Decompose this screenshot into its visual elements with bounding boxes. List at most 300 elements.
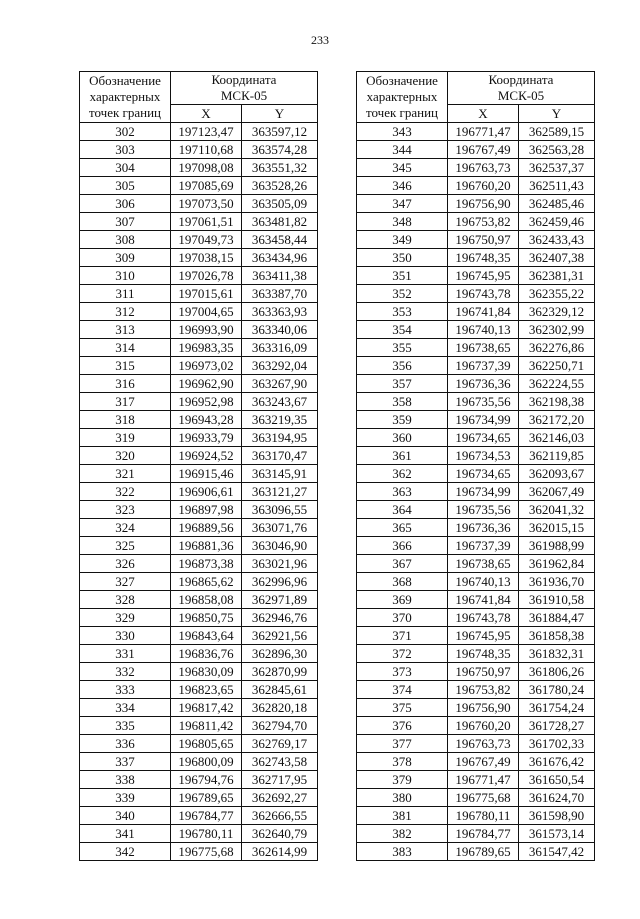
y-coordinate-cell: 363170,47	[242, 447, 318, 465]
y-coordinate-cell: 363551,32	[242, 159, 318, 177]
table-row	[357, 483, 595, 501]
y-coordinate-cell: 361936,70	[519, 573, 595, 591]
x-coordinate-cell: 196737,39	[448, 537, 519, 555]
point-number-cell: 366	[357, 537, 448, 555]
x-coordinate-cell: 196850,75	[171, 609, 242, 627]
point-number-cell: 355	[357, 339, 448, 357]
point-number-cell: 342	[80, 843, 171, 861]
table-row	[357, 465, 595, 483]
point-number-cell: 321	[80, 465, 171, 483]
y-coordinate-cell: 363316,09	[242, 339, 318, 357]
header-label-line: Обозначение	[89, 73, 161, 88]
y-coordinate-cell: 363145,91	[242, 465, 318, 483]
coordinate-header-line: Координата	[211, 72, 277, 87]
x-coordinate-cell: 196760,20	[448, 717, 519, 735]
x-coordinate-cell: 196734,65	[448, 465, 519, 483]
point-number-cell: 371	[357, 627, 448, 645]
table-row	[357, 393, 595, 411]
x-coordinate-cell: 196748,35	[448, 249, 519, 267]
point-number-cell: 379	[357, 771, 448, 789]
x-coordinate-cell: 196823,65	[171, 681, 242, 699]
table-row	[357, 501, 595, 519]
point-number-cell: 383	[357, 843, 448, 861]
table-row	[357, 807, 595, 825]
x-coordinate-cell: 196735,56	[448, 501, 519, 519]
point-number-cell: 305	[80, 177, 171, 195]
point-number-cell: 338	[80, 771, 171, 789]
y-coordinate-cell: 363071,76	[242, 519, 318, 537]
y-coordinate-cell: 361858,38	[519, 627, 595, 645]
x-coordinate-cell: 196924,52	[171, 447, 242, 465]
y-coordinate-cell: 362329,12	[519, 303, 595, 321]
table-body	[357, 123, 595, 861]
x-coordinate-cell: 196906,61	[171, 483, 242, 501]
table-row	[357, 249, 595, 267]
point-number-cell: 313	[80, 321, 171, 339]
x-coordinate-cell: 196748,35	[448, 645, 519, 663]
x-coordinate-cell: 197038,15	[171, 249, 242, 267]
y-coordinate-cell: 362589,15	[519, 123, 595, 141]
point-number-cell: 382	[357, 825, 448, 843]
table-row	[357, 771, 595, 789]
x-coordinate-cell: 196734,53	[448, 447, 519, 465]
table-row	[357, 825, 595, 843]
y-coordinate-cell: 361650,54	[519, 771, 595, 789]
x-coordinate-cell: 196983,35	[171, 339, 242, 357]
y-coordinate-cell: 362946,76	[242, 609, 318, 627]
table-row	[357, 177, 595, 195]
y-coordinate-cell: 363574,28	[242, 141, 318, 159]
table-row	[80, 177, 318, 195]
x-coordinate-cell: 196735,56	[448, 393, 519, 411]
x-coordinate-cell: 196873,38	[171, 555, 242, 573]
y-coordinate-cell: 362563,28	[519, 141, 595, 159]
x-coordinate-cell: 196734,99	[448, 483, 519, 501]
table-row	[80, 591, 318, 609]
point-number-cell: 304	[80, 159, 171, 177]
y-coordinate-cell: 362485,46	[519, 195, 595, 213]
y-coordinate-cell: 362640,79	[242, 825, 318, 843]
x-coordinate-cell: 196865,62	[171, 573, 242, 591]
y-coordinate-cell: 362971,89	[242, 591, 318, 609]
x-coordinate-cell: 196771,47	[448, 123, 519, 141]
y-coordinate-cell: 363505,09	[242, 195, 318, 213]
y-column-header: Y	[519, 105, 595, 123]
x-coordinate-cell: 196843,64	[171, 627, 242, 645]
point-number-cell: 325	[80, 537, 171, 555]
table-row	[80, 843, 318, 861]
coordinates-table-left	[79, 71, 318, 861]
point-number-cell: 380	[357, 789, 448, 807]
table-row	[357, 123, 595, 141]
y-coordinate-cell: 362146,03	[519, 429, 595, 447]
point-number-cell: 322	[80, 483, 171, 501]
x-coordinate-cell: 197049,73	[171, 231, 242, 249]
point-number-cell: 381	[357, 807, 448, 825]
point-number-cell: 359	[357, 411, 448, 429]
point-number-cell: 324	[80, 519, 171, 537]
x-coordinate-cell: 197004,65	[171, 303, 242, 321]
point-number-cell: 356	[357, 357, 448, 375]
table-row	[357, 447, 595, 465]
x-coordinate-cell: 196763,73	[448, 159, 519, 177]
coordinate-header	[448, 72, 595, 105]
header-label-line: характерных	[89, 89, 161, 104]
table-row	[80, 753, 318, 771]
y-coordinate-cell: 362845,61	[242, 681, 318, 699]
point-number-cell: 353	[357, 303, 448, 321]
table-row	[357, 141, 595, 159]
table-row	[80, 555, 318, 573]
table-row	[80, 411, 318, 429]
point-number-cell: 369	[357, 591, 448, 609]
y-coordinate-cell: 362119,85	[519, 447, 595, 465]
point-number-cell: 365	[357, 519, 448, 537]
x-coordinate-cell: 196881,36	[171, 537, 242, 555]
table-row	[80, 663, 318, 681]
table-row	[80, 789, 318, 807]
point-number-cell: 343	[357, 123, 448, 141]
point-number-cell: 345	[357, 159, 448, 177]
y-coordinate-cell: 362224,55	[519, 375, 595, 393]
point-number-cell: 374	[357, 681, 448, 699]
x-coordinate-cell: 196737,39	[448, 357, 519, 375]
y-coordinate-cell: 363363,93	[242, 303, 318, 321]
point-number-cell: 360	[357, 429, 448, 447]
coordinate-system-label: МСК-05	[497, 88, 545, 103]
x-coordinate-cell: 196743,78	[448, 285, 519, 303]
point-number-cell: 316	[80, 375, 171, 393]
table-row	[357, 285, 595, 303]
x-coordinate-cell: 197123,47	[171, 123, 242, 141]
y-coordinate-cell: 362015,15	[519, 519, 595, 537]
table-row	[80, 159, 318, 177]
x-coordinate-cell: 196780,11	[171, 825, 242, 843]
table-row	[357, 321, 595, 339]
table-row	[357, 663, 595, 681]
table-row	[357, 303, 595, 321]
table-row	[80, 249, 318, 267]
y-coordinate-cell: 363528,26	[242, 177, 318, 195]
y-coordinate-cell: 361754,24	[519, 699, 595, 717]
point-number-cell: 337	[80, 753, 171, 771]
x-coordinate-cell: 196741,84	[448, 303, 519, 321]
point-number-cell: 372	[357, 645, 448, 663]
table-row	[357, 627, 595, 645]
y-coordinate-cell: 362041,32	[519, 501, 595, 519]
point-label-header	[357, 72, 448, 123]
x-coordinate-cell: 196753,82	[448, 681, 519, 699]
y-coordinate-cell: 362355,22	[519, 285, 595, 303]
point-number-cell: 375	[357, 699, 448, 717]
x-coordinate-cell: 196836,76	[171, 645, 242, 663]
x-coordinate-cell: 196756,90	[448, 195, 519, 213]
table-row	[357, 375, 595, 393]
x-coordinate-cell: 196736,36	[448, 519, 519, 537]
point-number-cell: 306	[80, 195, 171, 213]
point-number-cell: 332	[80, 663, 171, 681]
table-row	[80, 681, 318, 699]
table-row	[80, 447, 318, 465]
x-coordinate-cell: 196753,82	[448, 213, 519, 231]
y-coordinate-cell: 361598,90	[519, 807, 595, 825]
y-coordinate-cell: 362067,49	[519, 483, 595, 501]
point-number-cell: 303	[80, 141, 171, 159]
point-number-cell: 358	[357, 393, 448, 411]
table-row	[357, 645, 595, 663]
x-coordinate-cell: 196763,73	[448, 735, 519, 753]
coordinate-system-label: МСК-05	[220, 88, 268, 103]
y-coordinate-cell: 362537,37	[519, 159, 595, 177]
x-coordinate-cell: 196775,68	[448, 789, 519, 807]
table-row	[357, 609, 595, 627]
point-number-cell: 331	[80, 645, 171, 663]
table-row	[357, 573, 595, 591]
y-coordinate-cell: 363340,06	[242, 321, 318, 339]
y-coordinate-cell: 363046,90	[242, 537, 318, 555]
point-number-cell: 334	[80, 699, 171, 717]
y-coordinate-cell: 363243,67	[242, 393, 318, 411]
y-coordinate-cell: 362198,38	[519, 393, 595, 411]
x-coordinate-cell: 196756,90	[448, 699, 519, 717]
x-coordinate-cell: 197061,51	[171, 213, 242, 231]
table-row	[357, 717, 595, 735]
header-label-line: точек границ	[365, 105, 439, 120]
table-row	[80, 213, 318, 231]
x-coordinate-cell: 196830,09	[171, 663, 242, 681]
y-coordinate-cell: 362250,71	[519, 357, 595, 375]
point-number-cell: 373	[357, 663, 448, 681]
y-coordinate-cell: 362093,67	[519, 465, 595, 483]
x-coordinate-cell: 196789,65	[171, 789, 242, 807]
point-number-cell: 318	[80, 411, 171, 429]
table-row	[80, 375, 318, 393]
y-coordinate-cell: 361676,42	[519, 753, 595, 771]
x-column-header: X	[171, 105, 242, 123]
point-number-cell: 336	[80, 735, 171, 753]
x-coordinate-cell: 196738,65	[448, 555, 519, 573]
x-coordinate-cell: 196784,77	[171, 807, 242, 825]
table-row	[357, 213, 595, 231]
point-number-cell: 311	[80, 285, 171, 303]
x-coordinate-cell: 196740,13	[448, 573, 519, 591]
y-coordinate-cell: 362820,18	[242, 699, 318, 717]
x-coordinate-cell: 196771,47	[448, 771, 519, 789]
y-coordinate-cell: 363021,96	[242, 555, 318, 573]
table-row	[357, 537, 595, 555]
point-number-cell: 309	[80, 249, 171, 267]
table-row	[357, 357, 595, 375]
point-number-cell: 317	[80, 393, 171, 411]
table-row	[80, 627, 318, 645]
table-row	[80, 195, 318, 213]
point-number-cell: 315	[80, 357, 171, 375]
point-number-cell: 308	[80, 231, 171, 249]
y-coordinate-cell: 361832,31	[519, 645, 595, 663]
x-coordinate-cell: 197110,68	[171, 141, 242, 159]
y-coordinate-cell: 361547,42	[519, 843, 595, 861]
table-row	[80, 699, 318, 717]
point-number-cell: 364	[357, 501, 448, 519]
y-coordinate-cell: 362302,99	[519, 321, 595, 339]
y-coordinate-cell: 361884,47	[519, 609, 595, 627]
point-number-cell: 368	[357, 573, 448, 591]
point-number-cell: 362	[357, 465, 448, 483]
x-coordinate-cell: 196915,46	[171, 465, 242, 483]
table-row	[80, 537, 318, 555]
y-coordinate-cell: 361624,70	[519, 789, 595, 807]
x-coordinate-cell: 196734,65	[448, 429, 519, 447]
point-number-cell: 339	[80, 789, 171, 807]
header-label-line: Обозначение	[366, 73, 438, 88]
table-row	[80, 519, 318, 537]
y-coordinate-cell: 362769,17	[242, 735, 318, 753]
point-number-cell: 344	[357, 141, 448, 159]
point-number-cell: 370	[357, 609, 448, 627]
x-coordinate-cell: 196933,79	[171, 429, 242, 447]
point-number-cell: 328	[80, 591, 171, 609]
x-coordinate-cell: 196775,68	[171, 843, 242, 861]
y-coordinate-cell: 362381,31	[519, 267, 595, 285]
x-coordinate-cell: 197073,50	[171, 195, 242, 213]
point-number-cell: 326	[80, 555, 171, 573]
point-number-cell: 341	[80, 825, 171, 843]
table-row	[80, 483, 318, 501]
y-coordinate-cell: 361962,84	[519, 555, 595, 573]
point-number-cell: 367	[357, 555, 448, 573]
coordinate-header	[171, 72, 318, 105]
x-coordinate-cell: 197026,78	[171, 267, 242, 285]
point-number-cell: 349	[357, 231, 448, 249]
point-number-cell: 335	[80, 717, 171, 735]
table-row	[357, 231, 595, 249]
point-number-cell: 376	[357, 717, 448, 735]
y-coordinate-cell: 362794,70	[242, 717, 318, 735]
point-number-cell: 347	[357, 195, 448, 213]
x-coordinate-cell: 196805,65	[171, 735, 242, 753]
table-row	[80, 717, 318, 735]
point-number-cell: 357	[357, 375, 448, 393]
y-coordinate-cell: 363096,55	[242, 501, 318, 519]
x-coordinate-cell: 196811,42	[171, 717, 242, 735]
x-coordinate-cell: 196743,78	[448, 609, 519, 627]
table-row	[357, 681, 595, 699]
y-coordinate-cell: 362276,86	[519, 339, 595, 357]
x-coordinate-cell: 196943,28	[171, 411, 242, 429]
table-row	[357, 591, 595, 609]
table-row	[80, 339, 318, 357]
x-coordinate-cell: 196736,36	[448, 375, 519, 393]
table-row	[80, 267, 318, 285]
y-coordinate-cell: 363194,95	[242, 429, 318, 447]
point-number-cell: 323	[80, 501, 171, 519]
x-coordinate-cell: 196858,08	[171, 591, 242, 609]
y-coordinate-cell: 362743,58	[242, 753, 318, 771]
table-row	[80, 609, 318, 627]
x-coordinate-cell: 196993,90	[171, 321, 242, 339]
point-number-cell: 314	[80, 339, 171, 357]
x-coordinate-cell: 196889,56	[171, 519, 242, 537]
x-coordinate-cell: 197098,08	[171, 159, 242, 177]
table-row	[80, 465, 318, 483]
table-row	[357, 339, 595, 357]
table-row	[357, 411, 595, 429]
y-coordinate-cell: 363267,90	[242, 375, 318, 393]
table-row	[80, 357, 318, 375]
point-number-cell: 378	[357, 753, 448, 771]
x-coordinate-cell: 196745,95	[448, 627, 519, 645]
y-coordinate-cell: 362172,20	[519, 411, 595, 429]
y-coordinate-cell: 362407,38	[519, 249, 595, 267]
y-coordinate-cell: 362896,30	[242, 645, 318, 663]
y-coordinate-cell: 361806,26	[519, 663, 595, 681]
table-row	[80, 303, 318, 321]
y-coordinate-cell: 362692,27	[242, 789, 318, 807]
point-number-cell: 327	[80, 573, 171, 591]
y-coordinate-cell: 362433,43	[519, 231, 595, 249]
table-row	[80, 231, 318, 249]
x-coordinate-cell: 196817,42	[171, 699, 242, 717]
table-body	[80, 123, 318, 861]
y-coordinate-cell: 361910,58	[519, 591, 595, 609]
y-coordinate-cell: 362717,95	[242, 771, 318, 789]
y-coordinate-cell: 362459,46	[519, 213, 595, 231]
x-coordinate-cell: 196800,09	[171, 753, 242, 771]
x-coordinate-cell: 196784,77	[448, 825, 519, 843]
table-row	[80, 825, 318, 843]
y-coordinate-cell: 363292,04	[242, 357, 318, 375]
x-coordinate-cell: 196973,02	[171, 357, 242, 375]
x-coordinate-cell: 196780,11	[448, 807, 519, 825]
coordinates-table-right	[356, 71, 595, 861]
y-coordinate-cell: 361573,14	[519, 825, 595, 843]
point-number-cell: 310	[80, 267, 171, 285]
point-number-cell: 319	[80, 429, 171, 447]
y-coordinate-cell: 363387,70	[242, 285, 318, 303]
table-row	[357, 555, 595, 573]
x-coordinate-cell: 196767,49	[448, 141, 519, 159]
point-number-cell: 320	[80, 447, 171, 465]
header-label-line: характерных	[366, 89, 438, 104]
y-coordinate-cell: 361702,33	[519, 735, 595, 753]
point-number-cell: 312	[80, 303, 171, 321]
y-coordinate-cell: 363121,27	[242, 483, 318, 501]
y-coordinate-cell: 362614,99	[242, 843, 318, 861]
x-coordinate-cell: 196745,95	[448, 267, 519, 285]
y-coordinate-cell: 363481,82	[242, 213, 318, 231]
x-coordinate-cell: 196738,65	[448, 339, 519, 357]
table-row	[357, 267, 595, 285]
table-row	[80, 501, 318, 519]
x-coordinate-cell: 196962,90	[171, 375, 242, 393]
table-row	[357, 843, 595, 861]
x-coordinate-cell: 196760,20	[448, 177, 519, 195]
point-number-cell: 351	[357, 267, 448, 285]
point-number-cell: 361	[357, 447, 448, 465]
point-number-cell: 302	[80, 123, 171, 141]
table-header	[80, 72, 318, 123]
x-coordinate-cell: 196734,99	[448, 411, 519, 429]
header-label-line: точек границ	[88, 105, 162, 120]
table-row	[357, 159, 595, 177]
x-coordinate-cell: 196740,13	[448, 321, 519, 339]
y-coordinate-cell: 362870,99	[242, 663, 318, 681]
table-row	[80, 429, 318, 447]
table-row	[80, 141, 318, 159]
table-row	[80, 285, 318, 303]
y-column-header: Y	[242, 105, 318, 123]
table-row	[80, 393, 318, 411]
